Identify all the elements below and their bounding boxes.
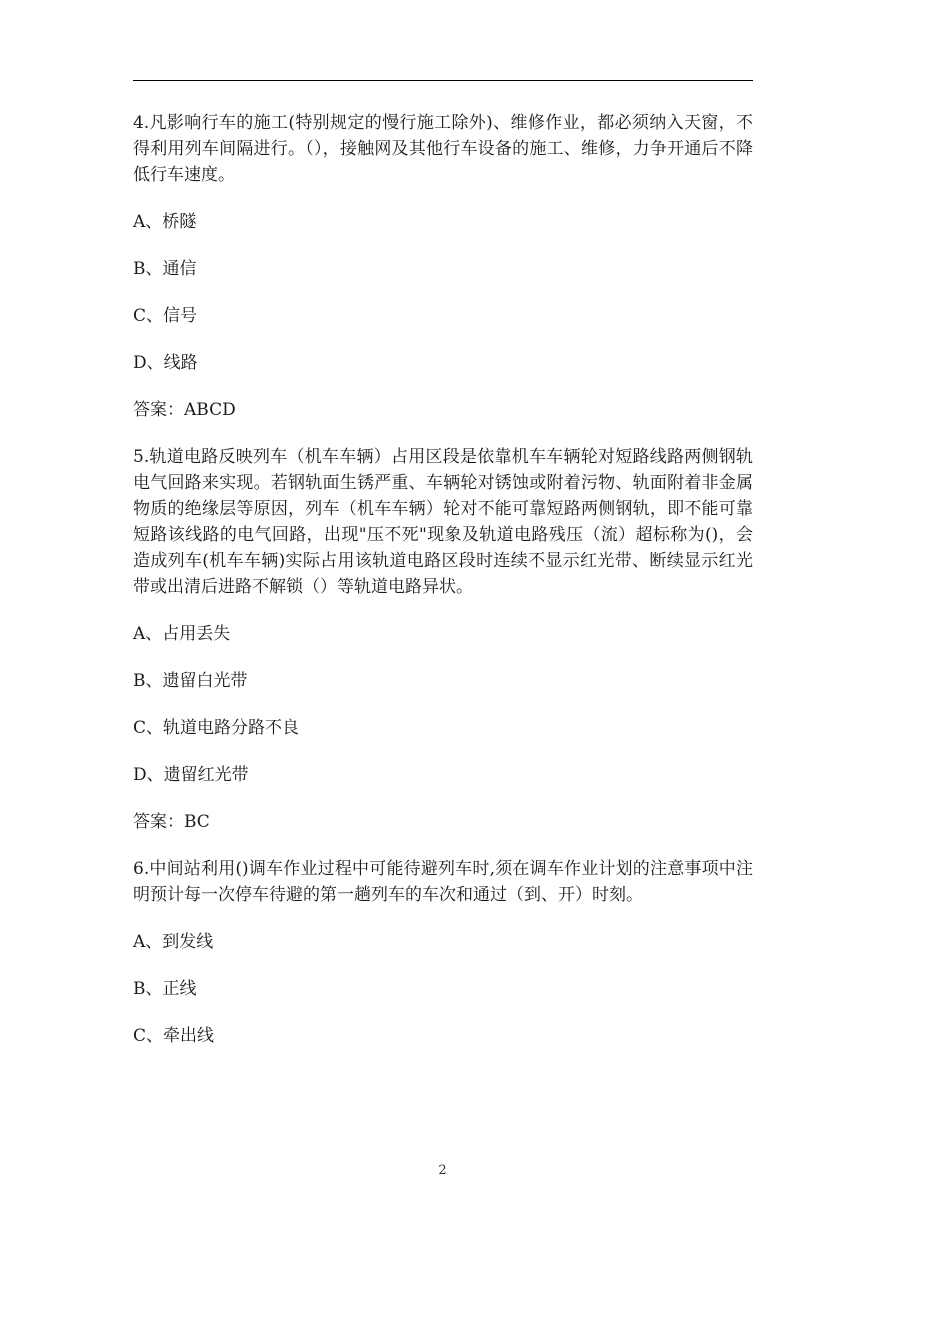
option-b: B、通信 <box>133 259 197 279</box>
answer-text: 答案：BC <box>133 812 210 832</box>
option-a: A、到发线 <box>133 932 214 952</box>
option-d: D、遗留红光带 <box>133 765 249 785</box>
option-a: A、桥隧 <box>133 212 197 232</box>
option-c: C、牵出线 <box>133 1026 215 1046</box>
question-text: 6.中间站利用()调车作业过程中可能待避列车时,须在调车作业计划的注意事项中注明预计每一次停车待避的第一趟列车的车次和通过（到、开）时刻。 <box>133 859 753 905</box>
document-body <box>133 110 753 1070</box>
answer-text: 答案：ABCD <box>133 400 236 420</box>
question-text: 5.轨道电路反映列车（机车车辆）占用区段是依靠机车车辆轮对短路线路两侧钢轨电气回路来实现。若钢轨面生锈严重、车辆轮对锈蚀或附着污物、轨面附着非金属物质的绝缘层等原因，列车（机车车辆）轮对不能可靠短路两侧钢轨，即不能可靠短路该线路的电气回路，出现"压不死"现象及轨道电路残压（流）超标称为()，会造成列车(机车车辆)实际占用该轨道电路区段时连续不显示红光带、断续显示红光带或出清后进路不解锁（）等轨道电路异状。 <box>133 447 753 597</box>
question-text: 4.凡影响行车的施工(特别规定的慢行施工除外)、维修作业，都必须纳入天窗，不得利用列车间隔进行。（），接触网及其他行车设备的施工、维修，力争开通后不降低行车速度。 <box>133 113 753 185</box>
option-a: A、占用丢失 <box>133 624 231 644</box>
option-d: D、线路 <box>133 353 198 373</box>
page-number: 2 <box>438 1163 447 1178</box>
option-c: C、信号 <box>133 306 198 326</box>
question-block-6 <box>133 856 753 1049</box>
question-block-5 <box>133 444 753 835</box>
option-b: B、正线 <box>133 979 197 999</box>
header-rule <box>133 80 753 81</box>
question-block-4 <box>133 110 753 423</box>
option-b: B、遗留白光带 <box>133 671 248 691</box>
option-c: C、轨道电路分路不良 <box>133 718 300 738</box>
